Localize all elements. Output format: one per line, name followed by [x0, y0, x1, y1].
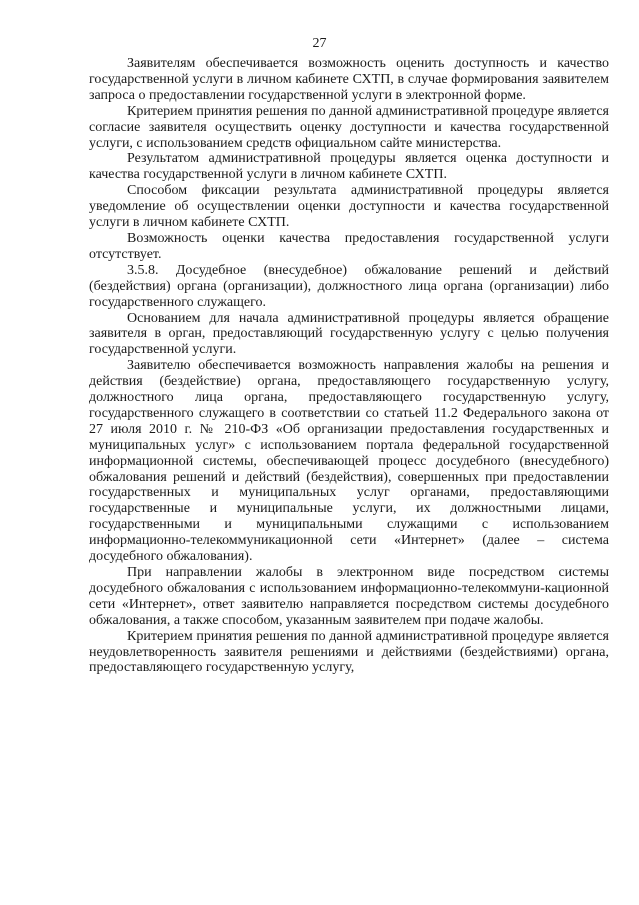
- paragraph: При направлении жалобы в электронном виде посредством системы досудебного обжалования с использованием информационно-телекоммуни-кационной сети «Интернет», ответ заявителю направляется посредством системы досудебного обжалования, а также способом, указанным заявителем при подаче жалобы.: [89, 565, 609, 628]
- document-body: [89, 56, 609, 676]
- paragraph: Способом фиксации результата административной процедуры является уведомление об осуществлении оценки доступности и качества государственной услуги в личном кабинете СХТП.: [89, 183, 609, 231]
- paragraph: Возможность оценки качества предоставления государственной услуги отсутствует.: [89, 230, 609, 262]
- page-number: 27: [312, 36, 327, 51]
- paragraph: Критерием принятия решения по данной административной процедуре является неудовлетворенность заявителя решениями и действиями (бездействиями) органа, предоставляющего государственную услугу,: [89, 628, 609, 676]
- paragraph: Заявителю обеспечивается возможность направления жалобы на решения и действия (бездействие) органа, предоставляющего государственную услугу, должностного лица органа, предоставляющего государственную услугу, государственного служащего в соответствии со статьей 11.2 Федерального закона от 27 июля 2010 г. № 210-ФЗ «Об организации предоставления государственных и муниципальных услуг» с использованием портала федеральной государственной информационной системы, обеспечивающей процесс досудебного (внесудебного) обжалования решений и действий (бездействия), совершенных при предоставлении государственных и муниципальных услуг органами, предоставляющими государственные и муниципальные услуги, их должностными лицами, государственными и муниципальными служащими с использованием информационно-телекоммуникационной сети «Интернет» (далее – система досудебного обжалования).: [89, 358, 609, 565]
- paragraph: Критерием принятия решения по данной административной процедуре является согласие заявителя осуществить оценку доступности и качества государственной услуги, с использованием средств официальном сайте министерства.: [89, 103, 609, 151]
- paragraph: Заявителям обеспечивается возможность оценить доступность и качество государственной услуги в личном кабинете СХТП, в случае формирования заявителем запроса о предоставлении государственной услуги в электронной форме.: [89, 56, 609, 103]
- paragraph: Основанием для начала административной процедуры является обращение заявителя в орган, предоставляющий государственную услугу с целью получения государственной услуги.: [89, 310, 609, 358]
- section-heading-paragraph: 3.5.8. Досудебное (внесудебное) обжалование решений и действий (бездействия) органа (организации), должностного лица органа (организации) либо государственного служащего.: [89, 262, 609, 310]
- paragraph: Результатом административной процедуры является оценка доступности и качества государственной услуги в личном кабинете СХТП.: [89, 151, 609, 183]
